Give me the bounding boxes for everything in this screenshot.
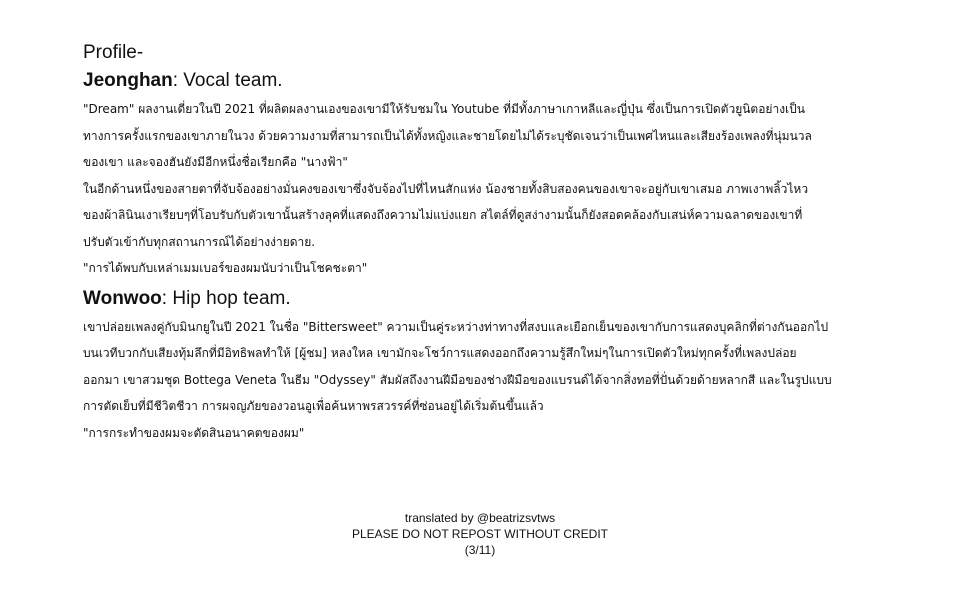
paragraph-line: ของผ้าลินินเงาเรียบๆที่โอบรับกับตัวเขานั้นสร้างลุคที่แสดงถึงความไม่แบ่งแยก สไตล์ที่ดูสง่างามนั้นก็ยังสอดคล้องกับเสน่ห์ความฉลาดของเขาที่ [83, 208, 803, 222]
translator-credit: translated by @beatrizsvtws [404, 511, 556, 525]
paragraph-line: ในอีกด้านหนึ่งของสายตาที่จับจ้องอย่างมั่นคงของเขาซึ่งจับจ้องไปที่ไหนสักแห่ง น้องชายทั้งสิบสองคนของเขาจะอยู่กับเขาเสมอ ภาพเงาพลิ้วไหว [83, 181, 809, 196]
paragraph-line: ของเขา และจองฮันยังมีอีกหนึ่งชื่อเรียกคือ "นางฟ้า" [83, 155, 348, 169]
member-team: : Hip hop team. [161, 287, 291, 309]
member-quote: "การกระทำของผมจะตัดสินอนาคตของผม" [83, 425, 305, 440]
member-heading [83, 68, 883, 94]
page-number: (3/11) [464, 543, 496, 557]
paragraph-line: บนเวทีบวกกับเสียงทุ้มลึกที่มีอิทธิพลทำให้ [ผู้ชม] หลงใหล เขามักจะโชว์การแสดงออกถึงความรู้สึกใหม่ๆในการเปิดตัวใหม่ทุกครั้งที่เพลงปล่อย [83, 346, 797, 360]
document-body [83, 40, 883, 450]
member-section-wonwoo [83, 286, 883, 447]
member-name: Wonwoo [83, 287, 162, 309]
paragraph-line: ทางการครั้งแรกของเขาภายในวง ด้วยความงามที่สามารถเป็นได้ทั้งหญิงและชายโดยไม่ได้ระบุชัดเจนว่าเป็นเพศไหนและเสียงร้องเพลงที่นุ่มนวล [83, 128, 812, 143]
member-team: : Vocal team. [172, 70, 283, 91]
profile-header: Profile- [83, 42, 144, 63]
paragraph-line: ปรับตัวเข้ากับทุกสถานการณ์ได้อย่างง่ายดาย. [83, 234, 316, 249]
paragraph-line: ออกมา เขาสวมชุด Bottega Veneta ในธีม "Odyssey" สัมผัสถึงงานฝีมือของช่างฝีมือของแบรนด์ได้จากสิ่งทอที่ปั่นด้วยด้ายหลากสี และในรูปแบบ [83, 372, 832, 387]
member-heading [83, 286, 883, 312]
member-name: Jeonghan [83, 70, 173, 91]
paragraph-line: การตัดเย็บที่มีชีวิตชีวา การผจญภัยของวอนอูเพื่อค้นหาพรสวรรค์ที่ซ่อนอยู่ได้เริ่มต้นขึ้นแล้ว [83, 399, 544, 413]
paragraph-line: เขาปล่อยเพลงคู่กับมินกยูในปี 2021 ในชื่อ "Bittersweet" ความเป็นคู่ระหว่างท่าทางที่สงบและเยือกเย็นของเขากับการแสดงบุคลิกที่ต่างกันออกไป [83, 319, 829, 334]
repost-notice: PLEASE DO NOT REPOST WITHOUT CREDIT [351, 527, 609, 541]
member-quote: "การได้พบกับเหล่าเมมเบอร์ของผมนับว่าเป็นโชคชะตา" [83, 261, 368, 275]
paragraph-line: "Dream" ผลงานเดี่ยวในปี 2021 ที่ผลิตผลงานเองของเขามีให้รับชมใน Youtube ที่มีทั้งภาษาเกาหลีและญี่ปุ่น ซึ่งเป็นการเปิดตัวยูนิตอย่างเป็น [83, 102, 805, 116]
member-section-jeonghan [83, 68, 883, 282]
footer [0, 510, 960, 558]
